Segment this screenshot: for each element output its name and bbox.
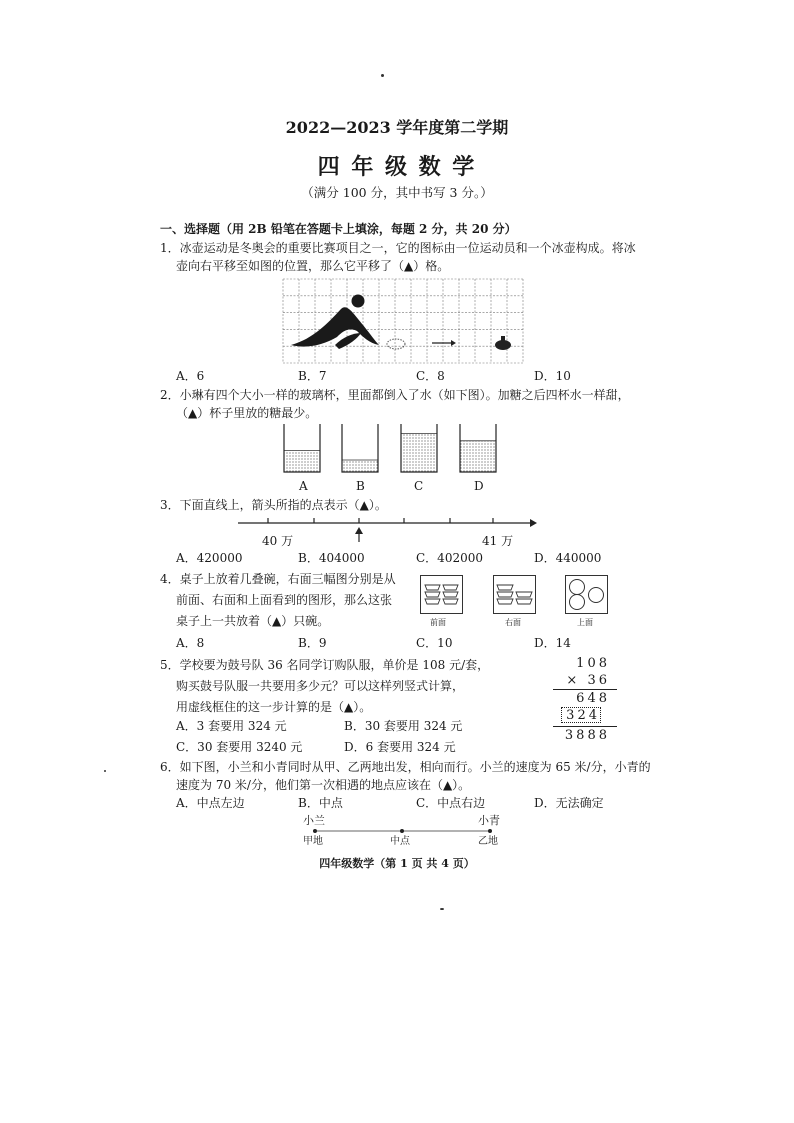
q6-option-a: A．中点左边: [176, 796, 245, 810]
q6-option-c: C．中点右边: [416, 796, 486, 810]
q5-line3: 用虚线框住的这一步计算的是（▲）。: [176, 700, 372, 714]
page-title: 四 年 级 数 学: [317, 154, 477, 180]
scan-speck: [104, 770, 106, 772]
q6-option-b: B．中点: [298, 796, 343, 810]
q5-option-a: A．3 套要用 324 元: [176, 719, 287, 733]
bowl-views-figure: [420, 575, 615, 615]
cup-label-b: B: [356, 479, 365, 493]
q5-line1: 5．学校要为鼓号队 36 名同学订购队服，单价是 108 元/套，: [160, 658, 490, 672]
q4-option-d: D．14: [534, 636, 571, 650]
q2-line1: 2．小琳有四个大小一样的玻璃杯，里面都倒入了水（如下图）。加糖之后四杯水一样甜，: [160, 388, 630, 402]
q4-line3: 桌子上一共放着（▲）只碗。: [176, 614, 330, 628]
person-right: 小青: [478, 814, 500, 827]
q6-option-d: D．无法确定: [534, 796, 604, 810]
score-note: （满分 100 分，其中书写 3 分。）: [301, 185, 493, 200]
page-footer: 四年级数学（第 1 页 共 4 页）: [319, 857, 475, 870]
calc-partial-1: 648: [576, 691, 610, 706]
q1-line2: 壶向右平移至如图的位置，那么它平移了（▲）格。: [176, 259, 450, 273]
q6-line2: 速度为 70 米/分，他们第一次相遇的地点应该在（▲）。: [176, 778, 471, 792]
q3-option-b: B．404000: [298, 551, 365, 565]
q1-option-a: A．6: [176, 369, 205, 383]
cup-label-a: A: [299, 479, 308, 493]
q4-option-c: C．10: [416, 636, 453, 650]
cup-water-c: [401, 434, 437, 472]
q4-option-b: B．9: [298, 636, 327, 650]
calc-multiplier: × 36: [566, 673, 610, 688]
view-label-right: 右面: [505, 618, 521, 627]
curling-grid-figure: [283, 279, 523, 363]
q1-option-d: D．10: [534, 369, 571, 383]
scan-speck: [381, 74, 384, 77]
cup-label-d: D: [474, 479, 484, 493]
cup-water-b: [342, 460, 378, 472]
q5-option-b: B．30 套要用 324 元: [344, 719, 463, 733]
q5-option-c: C．30 套要用 3240 元: [176, 740, 303, 754]
exam-year: 2022—2023 学年度第二学期: [285, 118, 509, 137]
q3-option-c: C．402000: [416, 551, 483, 565]
calc-line-2: [553, 726, 617, 727]
person-left: 小兰: [303, 814, 325, 827]
q5-line2: 购买鼓号队服一共要用多少元？可以这样列竖式计算，: [176, 679, 465, 693]
scan-speck: [440, 908, 444, 910]
q5-option-d: D．6 套要用 324 元: [344, 740, 456, 754]
calc-result: 3888: [564, 728, 610, 743]
q2-line2: （▲）杯子里放的糖最少。: [176, 406, 318, 420]
calc-partial-2: 324: [566, 708, 600, 723]
q4-line2: 前面、右面和上面看到的图形，那么这张: [176, 593, 393, 607]
cup-label-c: C: [414, 479, 424, 493]
cup-water-a: [284, 450, 320, 472]
place-mid: 中点: [390, 836, 410, 847]
q1-option-b: B．7: [298, 369, 327, 383]
glass-cups-figure: [280, 422, 500, 474]
q3-line1: 3．下面直线上，箭头所指的点表示（▲）。: [160, 498, 387, 512]
q4-option-a: A．8: [176, 636, 205, 650]
q3-option-a: A．420000: [176, 551, 243, 565]
view-label-front: 前面: [430, 618, 446, 627]
calc-multiplicand: 108: [576, 656, 610, 671]
place-left: 甲地: [303, 836, 323, 847]
number-line-right-label: 41 万: [482, 534, 514, 548]
section-heading: 一、选择题（用 2B 铅笔在答题卡上填涂，每题 2 分，共 20 分）: [160, 222, 517, 236]
q4-line1: 4．桌子上放着几叠碗，右面三幅图分别是从: [160, 572, 396, 586]
view-label-top: 上面: [577, 618, 593, 627]
q1-line1: 1．冰壶运动是冬奥会的重要比赛项目之一，它的图标由一位运动员和一个冰壶构成。将冰: [160, 241, 636, 255]
number-line-left-label: 40 万: [262, 534, 294, 548]
q1-option-c: C．8: [416, 369, 445, 383]
place-right: 乙地: [478, 836, 498, 847]
q6-line1: 6．如下图，小兰和小青同时从甲、乙两地出发，相向而行。小兰的速度为 65 米/分，小青的: [160, 760, 651, 774]
cup-water-d: [460, 441, 496, 472]
calc-line-1: [553, 689, 617, 690]
q3-option-d: D．440000: [534, 551, 602, 565]
